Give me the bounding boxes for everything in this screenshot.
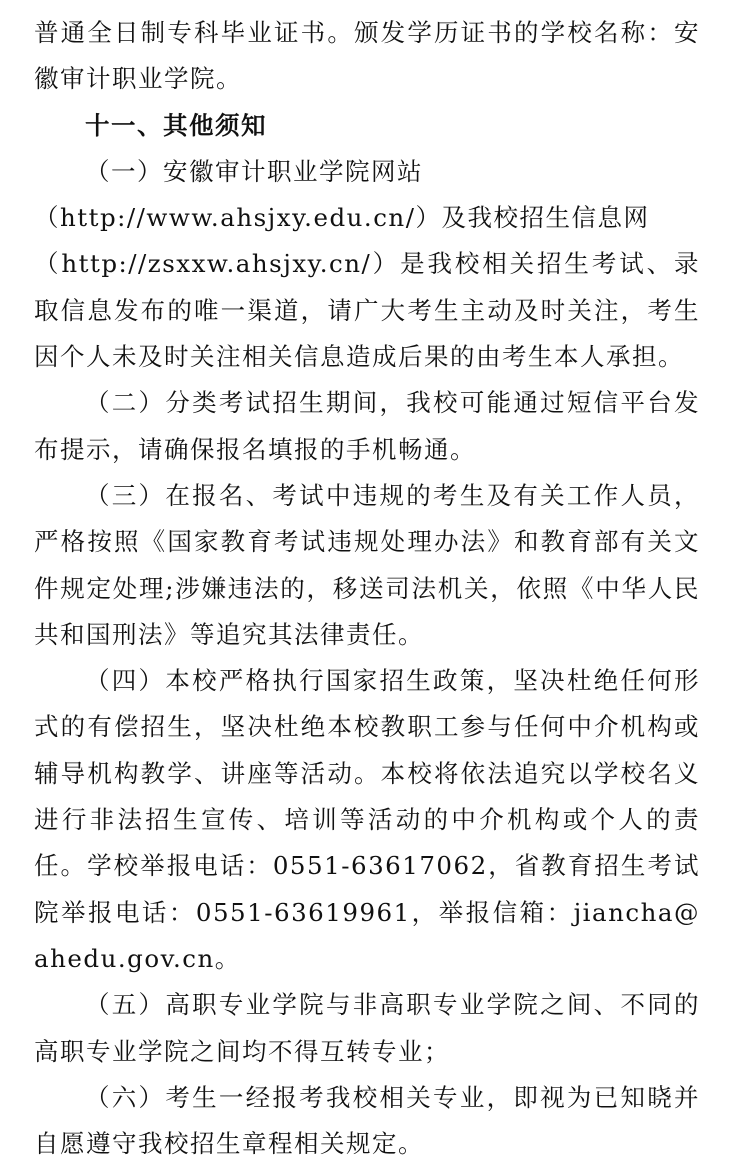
item-2-paragraph: （二）分类考试招生期间，我校可能通过短信平台发布提示，请确保报名填报的手机畅通。 [34,388,700,464]
item-1-line-1: （一）安徽审计职业学院网站 [85,156,423,186]
item-4-paragraph: （四）本校严格执行国家招生政策，坚决杜绝任何形式的有偿招生，坚决杜绝本校教职工参与任何中介机构或辅导机构教学、讲座等活动。本校将依法追究以学校名义进行非法招生宣传、培训等活动的中介机构或个人的责任。学校举报电话：0551-63617062，省教育招生考试院举报电话：0551-63619961，举报信箱：jiancha@ahedu.gov.cn。 [34,666,700,973]
item-1-paragraph [34,149,700,195]
item-5-paragraph: （五）高职专业学院与非高职专业学院之间、不同的高职专业学院之间均不得互转专业； [34,990,700,1066]
item-6-paragraph: （六）考生一经报考我校相关专业，即视为已知晓并自愿遵守我校招生章程相关规定。 [34,1082,700,1159]
section-heading: 十一、其他须知 [85,110,267,140]
item-1-line-2: （http://www.ahsjxy.edu.cn/）及我校招生信息网 [34,203,650,233]
item-3-paragraph: （三）在报名、考试中违规的考生及有关工作人员，严格按照《国家教育考试违规处理办法》和教育部有关文件规定处理;涉嫌违法的，移送司法机关，依照《中华人民共和国刑法》等追究其法律责任。 [34,480,700,649]
intro-paragraph: 普通全日制专科毕业证书。颁发学历证书的学校名称：安徽审计职业学院。 [34,18,700,94]
item-1-continuation [34,195,700,380]
item-1-rest: （http://zsxxw.ahsjxy.cn/）是我校相关招生考试、录取信息发布的唯一渠道，请广大考生主动及时关注，考生因个人未及时关注相关信息造成后果的由考生本人承担。 [34,249,700,372]
